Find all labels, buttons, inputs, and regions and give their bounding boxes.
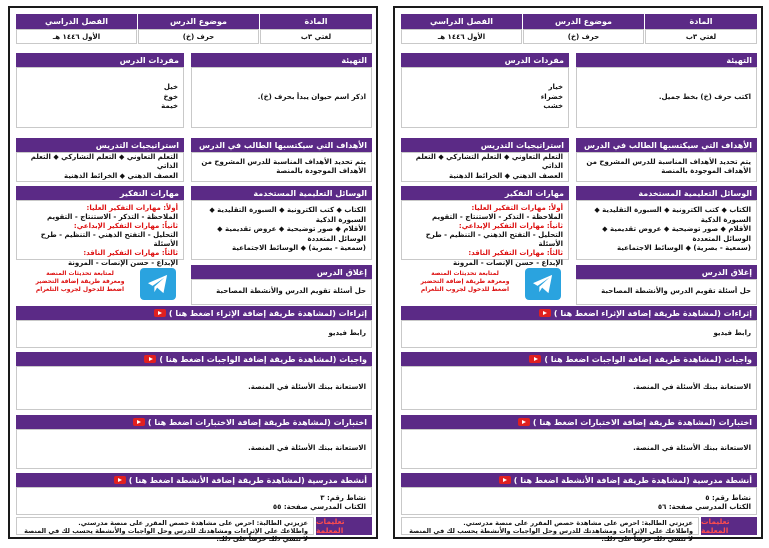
homework-title: واجبات (لمشاهدة طريقة إضافة الواجبات اضغط هنا ) — [159, 354, 367, 364]
activity-item: الكتاب المدرسي صفحة: ٥٥ — [272, 503, 366, 512]
strategies-header: استراتيجيات التدريس — [16, 138, 184, 152]
tests-title: اختبارات (لمشاهدة طريقة إضافة الاختبارات اضغط هنا ) — [147, 417, 367, 427]
skill-heading: ثانياً: مهارات التفكير الإبداعي: — [458, 222, 563, 231]
telegram-note[interactable] — [24, 270, 136, 300]
lesson-plan-page-right — [393, 6, 763, 544]
teacher-tips-label: تعليمات المعلمة — [701, 517, 757, 535]
vocab-box — [401, 67, 569, 128]
closing-text: حل أسئلة تقويم الدرس والأنشطة المصاحبة — [191, 279, 372, 305]
intro-text: اكتب حرف (خ) بخط جميل. — [576, 67, 757, 128]
skill-item: الإبداع - حسن الإنصات - المرونة — [67, 258, 178, 267]
strategies-item: التعلم التعاوني ◆ التعلم التشاركي ◆ التعلم الذاتي — [30, 152, 178, 171]
semester-header: الفصل الدراسي — [401, 14, 522, 29]
vocab-list — [541, 83, 563, 111]
tests-header[interactable] — [401, 415, 757, 429]
telegram_note-item: لمتابعة تحديثات المنصة — [431, 270, 499, 277]
aids-header: الوسائل التعليمية المستخدمة — [191, 186, 372, 200]
tests-title: اختبارات (لمشاهدة طريقة إضافة الاختبارات اضغط هنا ) — [532, 417, 752, 427]
subject-value: لغتي ٣ب — [260, 29, 372, 44]
aids-header: الوسائل التعليمية المستخدمة — [576, 186, 757, 200]
youtube-icon[interactable] — [133, 418, 145, 426]
strategies-list — [407, 153, 563, 181]
lesson-plan-page-left — [8, 6, 378, 544]
goals-header: الأهداف التي سيكتسبها الطالب في الدرس — [576, 138, 757, 152]
enrich-header[interactable] — [401, 306, 757, 320]
footer-item: عزيزتي الطالبة: احرص على مشاهدة حصص المقرر على منصة مدرستي. — [463, 519, 693, 527]
intro-text: اذكر اسم حيوان يبدأ بحرف (خ). — [191, 67, 372, 128]
topic-value: حرف (خ) — [523, 29, 644, 44]
teacher-tips-label: تعليمات المعلمة — [316, 517, 372, 535]
telegram-icon — [147, 274, 169, 294]
homework-title: واجبات (لمشاهدة طريقة إضافة الواجبات اضغط هنا ) — [544, 354, 752, 364]
aids-box — [576, 200, 757, 260]
aids-item: الأقلام ◆ صور توضيحية ◆ عروض تقديمية ◆ الوسائل المتعددة — [602, 225, 751, 243]
subject-header: المادة — [260, 14, 372, 29]
skill-item: الملاحظة - التذكر - الاستنتاج - التقويم — [46, 213, 178, 222]
vocab-item: خيار — [548, 83, 563, 92]
intro-header: التهيئة — [576, 53, 757, 67]
youtube-icon[interactable] — [518, 418, 530, 426]
skill-item: التحليل - التفتح الذهني - التنظيم - طرح الأسئلة — [40, 231, 178, 249]
semester-value: الأول ١٤٤٦ هـ — [16, 29, 137, 44]
youtube-icon[interactable] — [144, 355, 156, 363]
vocab-item: خيمة — [161, 102, 178, 111]
aids-item: الكتاب ◆ كتب الكترونية ◆ السبورة التقليدية ◆ السبورة الذكية — [209, 206, 366, 224]
enrich-text: رابط فيديو — [401, 320, 757, 348]
strategies-box — [16, 152, 184, 182]
telegram-button[interactable] — [525, 268, 561, 300]
youtube-icon[interactable] — [154, 309, 166, 317]
telegram-button[interactable] — [140, 268, 176, 300]
aids-list — [582, 206, 751, 253]
youtube-icon[interactable] — [539, 309, 551, 317]
homework-text: الاستعانة ببنك الأسئلة في المنصة. — [16, 366, 372, 410]
closing-header: إغلاق الدرس — [191, 265, 372, 279]
telegram-icon — [532, 274, 554, 294]
telegram_note-item: اضغط للدخول لجروب التلغرام — [35, 286, 125, 294]
vocab-item: خوخ — [163, 92, 178, 101]
skill-heading: أولاً: مهارات التفكير العليا: — [471, 204, 563, 212]
topic-value: حرف (خ) — [138, 29, 259, 44]
homework-header[interactable] — [401, 352, 757, 366]
strategies-item: العصف الذهني ◆ الخرائط الذهنية — [63, 171, 178, 180]
skill-heading: أولاً: مهارات التفكير العليا: — [86, 204, 178, 212]
telegram_note-item: ومعرفة طريقة إضافة التحضير — [35, 278, 125, 286]
strategies-box — [401, 152, 569, 182]
activity-title: أنشطة مدرسية (لمشاهدة طريقة إضافة الأنشطة اضغط هنا ) — [513, 475, 752, 485]
youtube-icon[interactable] — [529, 355, 541, 363]
homework-text: الاستعانة ببنك الأسئلة في المنصة. — [401, 366, 757, 410]
youtube-icon[interactable] — [499, 476, 511, 484]
aids-item: (سمعية - بصرية) ◆ الوسائط الاجتماعية — [231, 244, 366, 253]
vocab-header: مفردات الدرس — [401, 53, 569, 67]
activity-item: نشاط رقم: ٣ — [320, 494, 366, 502]
skill-heading: ثالثاً: مهارات التفكير الناقد: — [83, 249, 178, 258]
strategies-list — [22, 153, 178, 181]
aids-item: الأقلام ◆ صور توضيحية ◆ عروض تقديمية ◆ الوسائل المتعددة — [217, 225, 366, 243]
tests-text: الاستعانة ببنك الأسئلة في المنصة. — [16, 429, 372, 469]
topic-header: موضوع الدرس — [523, 14, 644, 29]
skills-box — [16, 200, 184, 267]
vocab-item: خشب — [543, 102, 563, 111]
strategies-item: العصف الذهني ◆ الخرائط الذهنية — [448, 171, 563, 180]
skills-list — [22, 204, 178, 268]
enrich-text: رابط فيديو — [16, 320, 372, 348]
goals-text: يتم تحديد الأهداف المناسبة للدرس المشروح من الأهداف الموجودة بالمنصة — [576, 152, 757, 182]
vocab-header: مفردات الدرس — [16, 53, 184, 67]
telegram_note-item: ومعرفة طريقة إضافة التحضير — [420, 278, 510, 286]
closing-text: حل أسئلة تقويم الدرس والأنشطة المصاحبة — [576, 279, 757, 305]
enrich-header[interactable] — [16, 306, 372, 320]
skill-item: الإبداع - حسن الإنصات - المرونة — [452, 258, 563, 267]
vocab-item: خضراء — [540, 92, 563, 101]
subject-value: لغتي ٣ب — [645, 29, 757, 44]
homework-header[interactable] — [16, 352, 372, 366]
enrich-title: إثراءات (لمشاهدة طريقة إضافة الإثراء اضغط هنا ) — [553, 308, 752, 318]
skills-header: مهارات التفكير — [401, 186, 569, 200]
closing-header: إغلاق الدرس — [576, 265, 757, 279]
skills-box — [401, 200, 569, 267]
skills-header: مهارات التفكير — [16, 186, 184, 200]
footer-item: عزيزتي الطالبة: احرص على مشاهدة حصص المقرر على منصة مدرستي. — [78, 519, 308, 527]
tests-text: الاستعانة ببنك الأسئلة في المنصة. — [401, 429, 757, 469]
goals-text: يتم تحديد الأهداف المناسبة للدرس المشروح من الأهداف الموجودة بالمنصة — [191, 152, 372, 182]
vocab-item: خيل — [163, 83, 178, 92]
footer-item: واطلاعك على الإثراءات ومشاهدتك للدرس وحل الواجبات والأنشطة يحسب لك في المنصة لا تنسي ذلك حرصاً على ذلك. — [24, 527, 308, 544]
footer-note — [401, 517, 699, 544]
semester-header: الفصل الدراسي — [16, 14, 137, 29]
intro-header: التهيئة — [191, 53, 372, 67]
skill-item: الملاحظة - التذكر - الاستنتاج - التقويم — [431, 213, 563, 222]
topic-header: موضوع الدرس — [138, 14, 259, 29]
activity-box — [16, 487, 372, 515]
footer-item: واطلاعك على الإثراءات ومشاهدتك للدرس وحل الواجبات والأنشطة يحسب لك في المنصة لا تنسي ذلك حرصاً على ذلك. — [409, 527, 693, 544]
activity-box — [401, 487, 757, 515]
skill-item: التحليل - التفتح الذهني - التنظيم - طرح الأسئلة — [425, 231, 563, 249]
goals-header: الأهداف التي سيكتسبها الطالب في الدرس — [191, 138, 372, 152]
subject-header: المادة — [645, 14, 757, 29]
activity-list — [22, 494, 366, 513]
activity-list — [407, 494, 751, 513]
aids-item: (سمعية - بصرية) ◆ الوسائط الاجتماعية — [616, 244, 751, 253]
telegram-note[interactable] — [409, 270, 521, 300]
semester-value: الأول ١٤٤٦ هـ — [401, 29, 522, 44]
youtube-icon[interactable] — [114, 476, 126, 484]
activity-item: نشاط رقم: ٥ — [705, 494, 751, 502]
vocab-box — [16, 67, 184, 128]
strategies-item: التعلم التعاوني ◆ التعلم التشاركي ◆ التعلم الذاتي — [415, 152, 563, 171]
activity-item: الكتاب المدرسي صفحة: ٥٦ — [657, 503, 751, 512]
aids-box — [191, 200, 372, 260]
skill-heading: ثانياً: مهارات التفكير الإبداعي: — [73, 222, 178, 231]
enrich-title: إثراءات (لمشاهدة طريقة إضافة الإثراء اضغط هنا ) — [168, 308, 367, 318]
activity-title: أنشطة مدرسية (لمشاهدة طريقة إضافة الأنشطة اضغط هنا ) — [128, 475, 367, 485]
tests-header[interactable] — [16, 415, 372, 429]
telegram_note-item: لمتابعة تحديثات المنصة — [46, 270, 114, 277]
aids-item: الكتاب ◆ كتب الكترونية ◆ السبورة التقليدية ◆ السبورة الذكية — [594, 206, 751, 224]
telegram_note-item: اضغط للدخول لجروب التلغرام — [420, 286, 510, 294]
aids-list — [197, 206, 366, 253]
skills-list — [407, 204, 563, 268]
skill-heading: ثالثاً: مهارات التفكير الناقد: — [468, 249, 563, 258]
activity-header[interactable] — [401, 473, 757, 487]
vocab-list — [161, 83, 178, 111]
footer-note — [16, 517, 314, 544]
strategies-header: استراتيجيات التدريس — [401, 138, 569, 152]
activity-header[interactable] — [16, 473, 372, 487]
